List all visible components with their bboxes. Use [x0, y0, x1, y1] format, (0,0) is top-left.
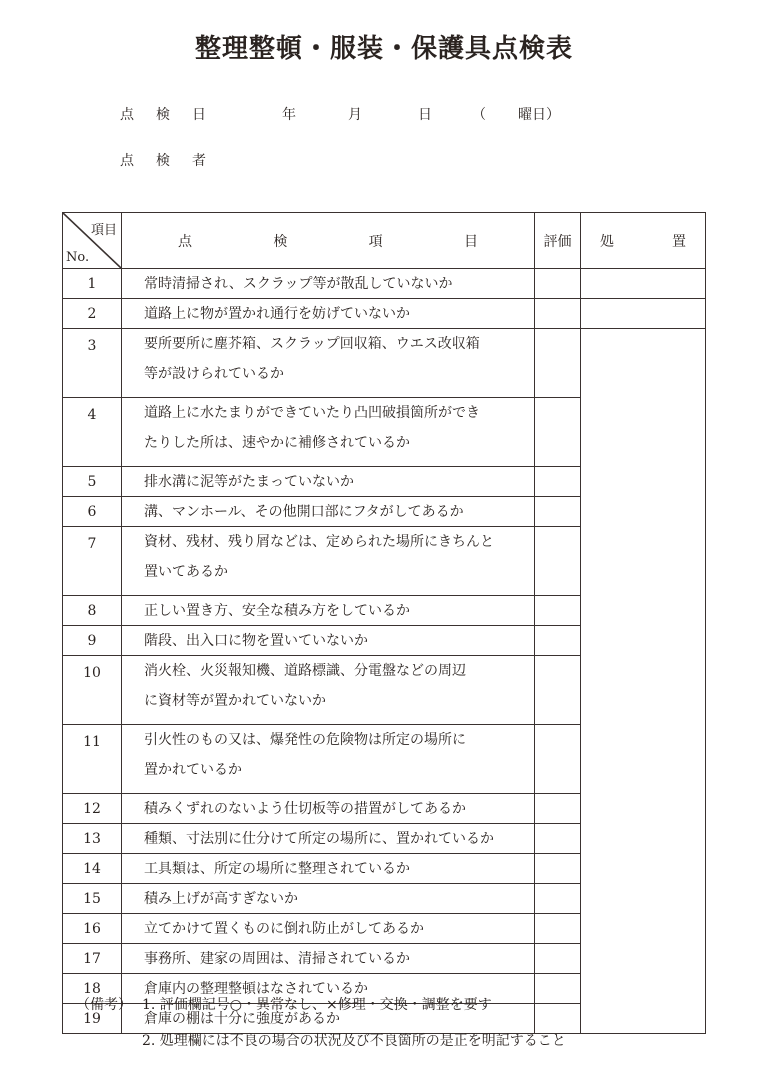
check-item-line: に資材等が置かれていないか	[144, 693, 326, 709]
check-item-line: 溝、マンホール、その他開口部にフタがしてあるか	[144, 503, 464, 520]
row-number: 8	[63, 596, 122, 626]
check-item-text	[122, 527, 535, 596]
check-item-line: 階段、出入口に物を置いていないか	[144, 632, 368, 649]
year-label: 年	[282, 107, 296, 123]
row-number: 5	[63, 467, 122, 497]
inspector-label: 点 検 者	[120, 153, 210, 169]
column-header-action: 処置	[581, 213, 706, 269]
row-number: 16	[63, 914, 122, 944]
row-number: 17	[63, 944, 122, 974]
evaluation-cell[interactable]	[535, 269, 581, 299]
check-item-line: 置かれているか	[144, 762, 242, 778]
check-item-line: 道路上に物が置かれ通行を妨げていないか	[144, 305, 410, 322]
evaluation-cell[interactable]	[535, 497, 581, 527]
check-item-line: 積みくずれのないよう仕切板等の措置がしてあるか	[144, 800, 466, 817]
remarks-note-2: 2. 処理欄には不良の場合の状況及び不良箇所の是正を明記すること	[142, 1033, 566, 1049]
evaluation-cell[interactable]	[535, 944, 581, 974]
row-number: 7	[63, 527, 122, 596]
row-number: 15	[63, 884, 122, 914]
header-row	[63, 213, 706, 269]
check-item-line: 等が設けられているか	[144, 366, 284, 382]
evaluation-cell[interactable]	[535, 626, 581, 656]
check-item-text	[122, 596, 535, 626]
evaluation-cell[interactable]	[535, 824, 581, 854]
row-number: 10	[63, 656, 122, 725]
evaluation-cell[interactable]	[535, 527, 581, 596]
check-item-text	[122, 269, 535, 299]
table-row	[63, 269, 706, 299]
inspection-date-label: 点 検 日	[120, 107, 210, 123]
row-number: 2	[63, 299, 122, 329]
check-item-text	[122, 299, 535, 329]
evaluation-cell[interactable]	[535, 794, 581, 824]
check-item-text	[122, 884, 535, 914]
check-item-line: 要所要所に塵芥箱、スクラップ回収箱、ウエス改収箱	[144, 336, 480, 352]
column-header-item: 点検項目	[122, 213, 535, 269]
day-label: 日	[418, 107, 432, 123]
check-item-line: 工具類は、所定の場所に整理されているか	[144, 860, 410, 877]
evaluation-cell[interactable]	[535, 854, 581, 884]
check-item-line: 積み上げが高すぎないか	[144, 890, 298, 907]
row-number: 4	[63, 398, 122, 467]
check-item-text	[122, 626, 535, 656]
row-number: 18	[63, 974, 122, 1004]
inspection-date-line	[120, 104, 620, 124]
check-item-text	[122, 497, 535, 527]
inspector-line	[120, 150, 320, 170]
check-item-line: 排水溝に泥等がたまっていないか	[144, 473, 354, 490]
weekday-label: 曜日）	[518, 107, 560, 123]
row-number: 13	[63, 824, 122, 854]
evaluation-cell[interactable]	[535, 974, 581, 1004]
page-title: 整理整頓・服装・保護具点検表	[194, 34, 573, 64]
evaluation-cell[interactable]	[535, 596, 581, 626]
check-item-text	[122, 656, 535, 725]
checklist-table	[62, 212, 706, 1034]
remarks-note-1: 1. 評価欄記号○・異常なし、×修理・交換・調整を要す	[142, 997, 492, 1013]
column-header-evaluation: 評価	[535, 213, 581, 269]
check-item-line: 正しい置き方、安全な積み方をしているか	[144, 602, 410, 619]
check-item-text	[122, 854, 535, 884]
action-cell[interactable]	[581, 269, 706, 299]
check-item-line: 事務所、建家の周囲は、清掃されているか	[144, 950, 410, 967]
evaluation-cell[interactable]	[535, 1004, 581, 1034]
check-item-text	[122, 914, 535, 944]
row-number: 14	[63, 854, 122, 884]
evaluation-cell[interactable]	[535, 656, 581, 725]
check-item-text	[122, 467, 535, 497]
check-item-line: たりした所は、速やかに補修されているか	[144, 435, 410, 451]
check-item-line: 倉庫の棚は十分に強度があるか	[144, 1010, 340, 1027]
check-item-line: 置いてあるか	[144, 564, 228, 580]
check-item-line: 常時清掃され、スクラップ等が散乱していないか	[144, 275, 453, 292]
row-number: 12	[63, 794, 122, 824]
check-item-line: 倉庫内の整理整頓はなされているか	[144, 980, 368, 997]
corner-no-label: No.	[66, 250, 90, 265]
check-item-line: 道路上に水たまりができていたり凸凹破損箇所ができ	[144, 405, 480, 421]
evaluation-cell[interactable]	[535, 914, 581, 944]
action-cell[interactable]	[581, 329, 706, 1034]
row-number: 6	[63, 497, 122, 527]
evaluation-cell[interactable]	[535, 299, 581, 329]
row-number: 1	[63, 269, 122, 299]
paren-open: （	[472, 107, 486, 123]
corner-item-label: 項目	[90, 223, 117, 238]
table-row	[63, 299, 706, 329]
row-number: 19	[63, 1004, 122, 1034]
check-item-line: 種類、寸法別に仕分けて所定の場所に、置かれているか	[144, 830, 494, 847]
table-row	[63, 329, 706, 398]
row-number: 9	[63, 626, 122, 656]
evaluation-cell[interactable]	[535, 725, 581, 794]
row-number: 3	[63, 329, 122, 398]
evaluation-cell[interactable]	[535, 398, 581, 467]
check-item-text	[122, 794, 535, 824]
action-cell[interactable]	[581, 299, 706, 329]
check-item-text	[122, 329, 535, 398]
evaluation-cell[interactable]	[535, 884, 581, 914]
check-item-text	[122, 824, 535, 854]
row-number: 11	[63, 725, 122, 794]
check-item-text	[122, 944, 535, 974]
check-item-line: 引火性のもの又は、爆発性の危険物は所定の場所に	[144, 732, 466, 748]
check-item-line: 立てかけて置くものに倒れ防止がしてあるか	[144, 920, 424, 937]
evaluation-cell[interactable]	[535, 329, 581, 398]
remarks-label: （備考）	[76, 997, 132, 1013]
month-label: 月	[348, 107, 362, 123]
check-item-text	[122, 725, 535, 794]
check-item-text	[122, 398, 535, 467]
check-item-line: 消火栓、火災報知機、道路標識、分電盤などの周辺	[144, 663, 466, 679]
corner-header-cell	[63, 213, 122, 269]
check-item-line: 資材、残材、残り屑などは、定められた場所にきちんと	[144, 534, 494, 550]
evaluation-cell[interactable]	[535, 467, 581, 497]
